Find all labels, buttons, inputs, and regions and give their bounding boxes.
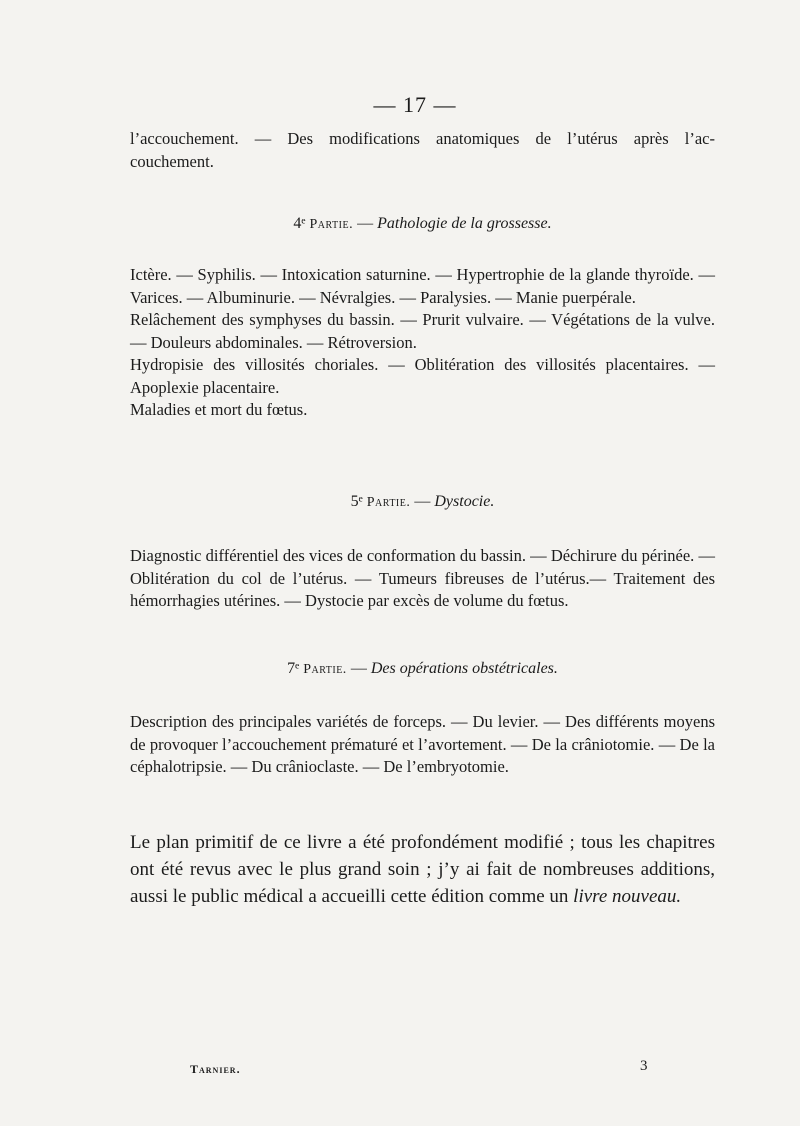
footer-signature-mark: 3 bbox=[640, 1058, 648, 1074]
part5-dash: — bbox=[410, 493, 435, 510]
intro-line-1: l’accouchement. — Des modifications anatomiques de l’utérus après l’ac- bbox=[130, 129, 715, 148]
part4-paragraph-3: Hydropisie des villosités choriales. — Oblitération des villosités placentaires. — Apoplexie placentaire. bbox=[130, 355, 715, 397]
part4-number: 4ᵉ bbox=[293, 215, 306, 232]
part5-title: Dystocie. bbox=[434, 493, 495, 510]
part4-body bbox=[130, 264, 715, 422]
intro-line-2: couchement. bbox=[130, 151, 214, 171]
part7-dash: — bbox=[346, 660, 371, 677]
footer-author: Tarnier. bbox=[190, 1062, 241, 1076]
part4-title: Pathologie de la grossesse. bbox=[377, 215, 552, 232]
part4-paragraph-4: Maladies et mort du fœtus. bbox=[130, 400, 308, 419]
part5-body bbox=[130, 545, 715, 613]
part5-label: Partie. bbox=[366, 495, 411, 510]
part4-paragraph-1: Ictère. — Syphilis. — Intoxication saturnine. — Hypertrophie de la glande thyroïde. — Varices. — Albuminurie. — Névralgies. — Paralysies. — Manie puerpérale. bbox=[130, 265, 715, 307]
closing-text: Le plan primitif de ce livre a été profondément modifié ; tous les chapitres ont été revus avec le plus grand soin ; j’y ai fait de nombreuses additions, aussi le public médical a accueilli cette édition comme un bbox=[130, 832, 715, 907]
closing-italic: livre nouveau. bbox=[573, 886, 682, 907]
part7-number: 7ᵉ bbox=[287, 660, 300, 677]
part4-dash: — bbox=[353, 215, 378, 232]
part7-label: Partie. bbox=[303, 662, 347, 677]
part7-title: Des opérations obstétricales. bbox=[370, 660, 558, 677]
part5-heading bbox=[130, 493, 715, 511]
intro-paragraph bbox=[130, 128, 715, 173]
part4-heading bbox=[130, 215, 715, 233]
part5-number: 5ᵉ bbox=[350, 493, 363, 510]
closing-paragraph bbox=[130, 829, 715, 910]
part5-paragraph-1: Diagnostic différentiel des vices de conformation du bassin. — Déchirure du périnée. — Oblitération du col de l’utérus. — Tumeurs fibreuses de l’utérus.— Traitement des hémorrhagies utérines. — Dystocie par excès de volume du fœtus. bbox=[130, 546, 715, 610]
part7-heading bbox=[130, 660, 715, 678]
part4-paragraph-2: Relâchement des symphyses du bassin. — Prurit vulvaire. — Végétations de la vulve. — Douleurs abdominales. — Rétroversion. bbox=[130, 310, 715, 352]
part4-label: Partie. bbox=[309, 217, 354, 232]
page-number: — 17 — bbox=[373, 92, 457, 117]
part7-paragraph-1: Description des principales variétés de forceps. — Du levier. — Des différents moyens de provoquer l’accouchement prématuré et l’avortement. — De la crâniotomie. — De la céphalotripsie. — Du crânioclaste. — De l’embryotomie. bbox=[130, 712, 715, 776]
part7-body bbox=[130, 711, 715, 779]
